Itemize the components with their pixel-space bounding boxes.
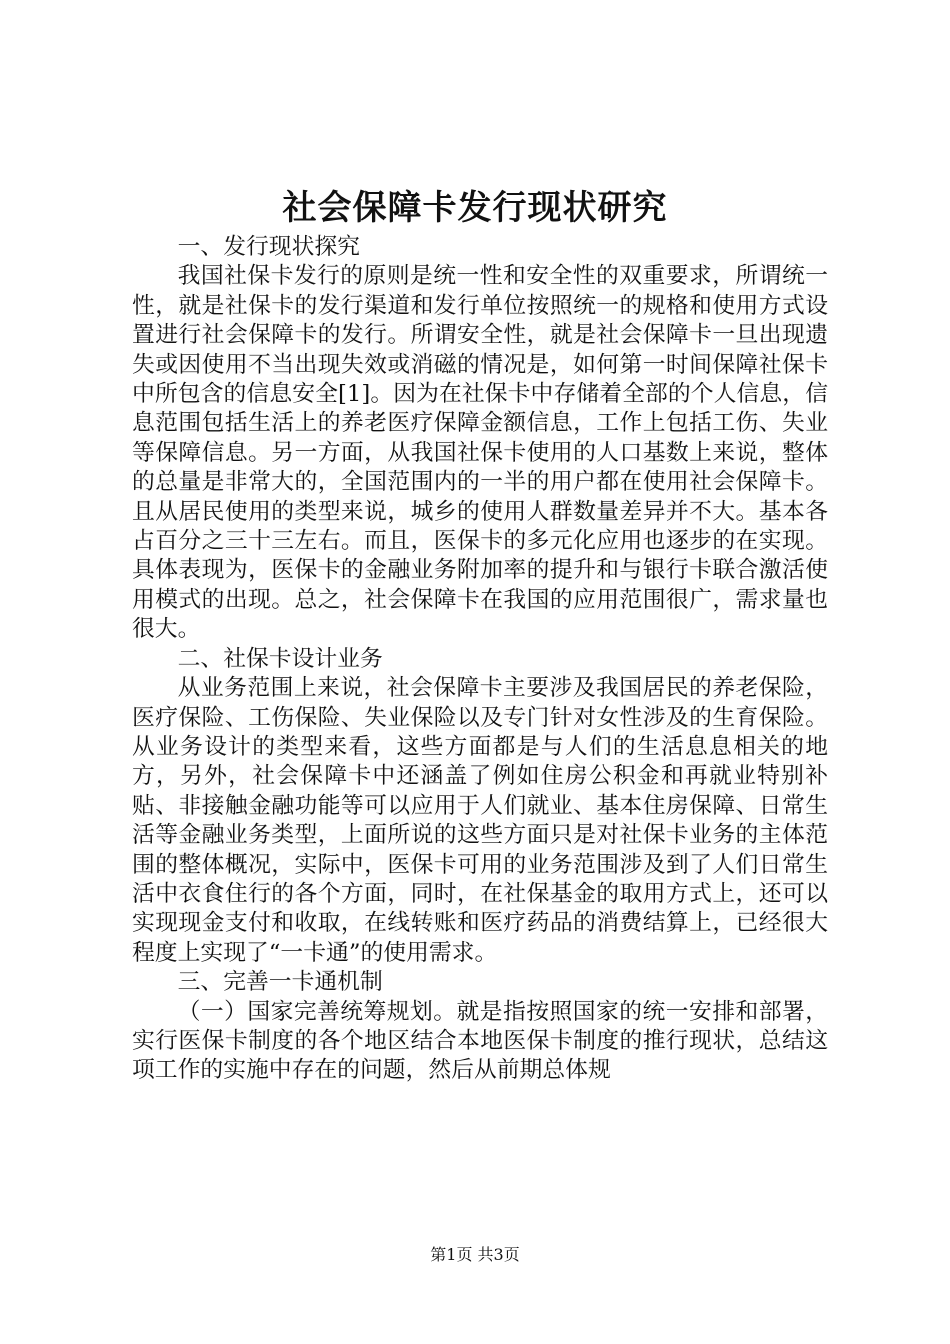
document-title: 社会保障卡发行现状研究 — [282, 188, 668, 228]
section-3-paragraph: （一）国家完善统筹规划。就是指按照国家的统一安排和部署，实行医保卡制度的各个地区结合本地医保卡制度的推行现状，总结这项工作的实施中存在的问题，然后从前期总体规 — [132, 998, 828, 1084]
section-heading-3: 三、完善一卡通机制 — [177, 969, 383, 996]
document-body — [132, 233, 828, 1086]
section-2-paragraph: 从业务范围上来说，社会保障卡主要涉及我国居民的养老保险，医疗保险、工伤保险、失业保险以及专门针对女性涉及的生育保险。从业务设计的类型来看，这些方面都是与人们的生活息息相关的地方，另外，社会保障卡中还涵盖了例如住房公积金和再就业特别补贴、非接触金融功能等可以应用于人们就业、基本住房保障、日常生活等金融业务类型，上面所说的这些方面只是对社保卡业务的主体范围的整体概况，实际中，医保卡可用的业务范围涉及到了人们日常生活中衣食住行的各个方面，同时，在社保基金的取用方式上，还可以实现现金支付和收取，在线转账和医疗药品的消费结算上，已经很大程度上实现了“一卡通”的使用需求。 — [132, 675, 828, 966]
section-heading-2: 二、社保卡设计业务 — [177, 645, 383, 672]
section-1-paragraph: 我国社保卡发行的原则是统一性和安全性的双重要求，所谓统一性，就是社保卡的发行渠道和发行单位按照统一的规格和使用方式设置进行社会保障卡的发行。所谓安全性，就是社会保障卡一旦出现遗失或因使用不当出现失效或消磁的情况是，如何第一时间保障社保卡中所包含的信息安全[1]。因为在社保卡中存储着全部的个人信息，信息范围包括生活上的养老医疗保障金额信息，工作上包括工伤、失业等保障信息。另一方面，从我国社保卡使用的人口基数上来说，整体的总量是非常大的，全国范围内的一半的用户都在使用社会保障卡。且从居民使用的类型来说，城乡的使用人群数量差异并不大。基本各占百分之三十三左右。而且，医保卡的多元化应用也逐步的在实现。具体表现为，医保卡的金融业务附加率的提升和与银行卡联合激活使用模式的出现。总之，社会保障卡在我国的应用范围很广，需求量也很大。 — [132, 263, 828, 643]
section-heading-1: 一、发行现状探究 — [177, 234, 360, 260]
page-number-footer: 第1页 共3页 — [430, 1245, 520, 1264]
